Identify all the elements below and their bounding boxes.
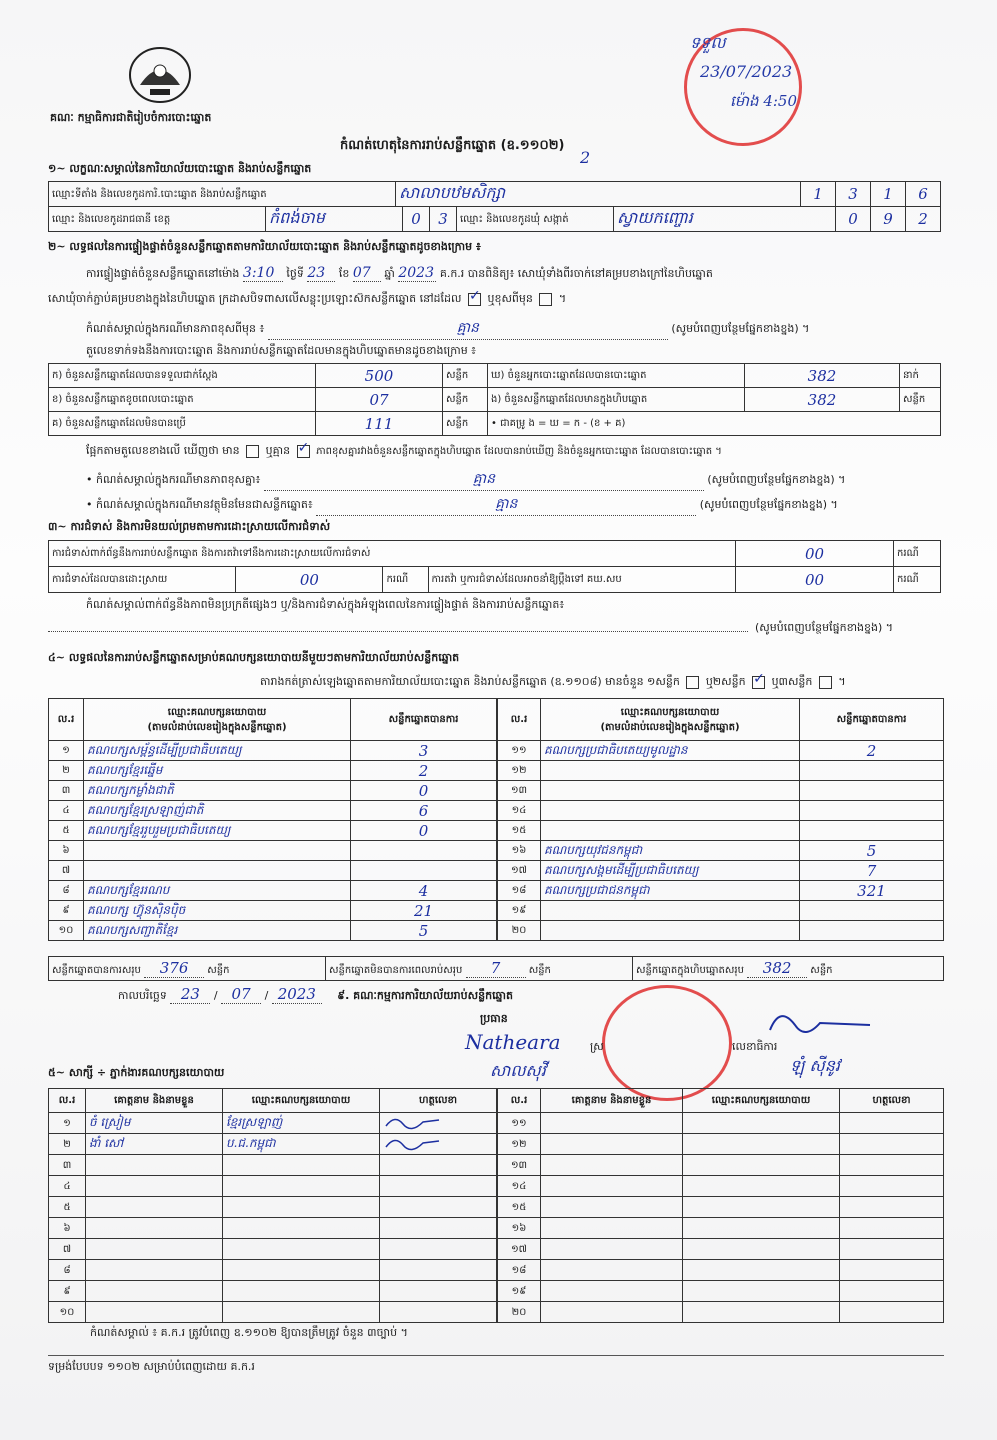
witness-no: ១៤ <box>498 1176 541 1197</box>
changed-checkbox[interactable] <box>539 293 552 306</box>
received-ballots-value: 500 <box>316 364 443 388</box>
secretary-name: ឡុំ ស៊ីនូវ <box>790 1056 841 1075</box>
appeal-value: 00 <box>736 567 894 593</box>
province-digit-1: 0 <box>403 207 430 232</box>
witness-no: ១០ <box>49 1302 86 1323</box>
result-party <box>84 841 351 861</box>
count-row: គ) ចំនួនសន្លឹកឆ្នោតដែលមិនបានប្រើ 111 សន្លឹក • ជាគម្រូ ង = ឃ = ក - (ខ + គ) <box>49 412 941 436</box>
result-votes: 5 <box>800 841 944 861</box>
bullet-difference: • កំណត់សម្គាល់ក្នុងករណីមានភាពខុសគ្នា៖ គ្មាន (សូមបំពេញបន្ថែមផ្នែកខាងខ្នង) ។ <box>86 469 946 491</box>
result-party <box>541 801 800 821</box>
location-digit-2: 3 <box>836 182 871 207</box>
result-no: ១២ <box>498 761 541 781</box>
result-party: គណបក្សសង្គមដើម្បីប្រជាធិបតេយ្យ <box>541 861 800 881</box>
witness-party: ប.ជ.កម្ពុជា <box>223 1134 380 1155</box>
witness-name <box>86 1281 223 1302</box>
witness-row <box>49 1113 497 1134</box>
result-party: គណបក្សខ្មែរស្រឡាញ់ជាតិ <box>84 801 351 821</box>
witness-name <box>541 1281 683 1302</box>
total-box-value: 382 <box>747 959 807 978</box>
result-row-left <box>49 801 497 821</box>
witness-signature <box>840 1281 944 1302</box>
count-row: ក) ចំនួនសន្លឹកឆ្នោតដែលបានទទួលជាក់ស្តែង 500 សន្លឹក ឃ) ចំនួនអ្នកបោះឆ្នោតដែលបានបោះឆ្នោត 382 នាក់ <box>49 364 941 388</box>
result-votes: 2 <box>800 741 944 761</box>
witness-party <box>223 1155 380 1176</box>
result-party <box>541 761 800 781</box>
witness-name: ងាំ សៅ <box>86 1134 223 1155</box>
witness-name <box>541 1134 683 1155</box>
witness-name <box>541 1155 683 1176</box>
complaints-label: ការជំទាស់ពាក់ព័ន្ធនឹងការរាប់សន្លឹកឆ្នោត និងការតវ៉ាទៅនឹងការដោះស្រាយលើការជំទាស់ <box>49 541 736 567</box>
witness-row <box>498 1176 944 1197</box>
unchanged-checkbox[interactable] <box>468 293 481 306</box>
witness-party <box>683 1197 840 1218</box>
committee-seal <box>602 985 732 1101</box>
witness-row <box>498 1260 944 1281</box>
spoiled-ballots-value: 07 <box>316 388 443 412</box>
difference-note: កំណត់សម្គាល់ក្នុងករណីមានភាពខុសពីមុន ៖ គ្មាន (សូមបំពេញបន្ថែមផ្នែកខាងខ្នង) ។ <box>86 318 946 340</box>
result-votes <box>800 761 944 781</box>
resolved-value: 00 <box>236 567 383 593</box>
witness-name <box>541 1302 683 1323</box>
witness-row <box>498 1218 944 1239</box>
witness-name <box>86 1239 223 1260</box>
witness-row <box>498 1239 944 1260</box>
location-label: ឈ្មោះទីតាំង និងលេខកូដការិ.បោះឆ្នោត និងរាប់សន្លឹកឆ្នោត <box>49 182 396 207</box>
result-row-left <box>49 761 497 781</box>
result-no: ៧ <box>49 861 84 881</box>
result-no: ១៥ <box>498 821 541 841</box>
result-row-right <box>498 741 944 761</box>
result-no: ១៣ <box>498 781 541 801</box>
province-label: ឈ្មោះ និងលេខកូដរាជធានី ខេត្ត <box>49 207 266 232</box>
witness-signature <box>840 1113 944 1134</box>
witness-party <box>223 1176 380 1197</box>
result-party: គណបក្សសម្ព័ន្ធដើម្បីប្រជាធិបតេយ្យ <box>84 741 351 761</box>
witness-row <box>49 1260 497 1281</box>
sheets-line: តារាងកត់ត្រាស់ឡេងឆ្នោតតាមការិយាល័យបោះឆ្នោត និងរាប់សន្លឹកឆ្នោត (ឧ.១១០៨) មានចំនួន ១សន្លឹក ឬ២សន្លឹក ✓ ឬ៣សន្លឹក ។ <box>260 675 846 691</box>
witness-no: ១២ <box>498 1134 541 1155</box>
witness-no: ៨ <box>49 1260 86 1281</box>
form-title: កំណត់ហេតុនៃការរាប់សន្លឹកឆ្នោត (ឧ.១១០២) <box>340 138 565 153</box>
org-label: គណៈ កម្មាធិការជាតិរៀបចំការបោះឆ្នោត <box>50 111 212 124</box>
section4-heading: ៤~ លទ្ធផលនៃការរាប់សន្លឹកឆ្នោតសម្រាប់គណបក្សនយោបាយនីមួយៗតាមការិយាល័យរាប់សន្លឹកឆ្នោត <box>48 651 460 664</box>
witness-party <box>223 1239 380 1260</box>
witness-name <box>86 1302 223 1323</box>
commune-value: ស្វាយកញ្ចោរ <box>614 207 836 232</box>
section2-heading: ២~ លទ្ធផលនៃការផ្ទៀងផ្ទាត់ចំនួនសន្លឹកឆ្នោតតាមការិយាល័យបោះឆ្នោត និងរាប់សន្លឹកឆ្នោតដូចខាងក្រោម ៖ <box>48 240 481 253</box>
witness-party <box>683 1302 840 1323</box>
president-label: ប្រធាន <box>480 1012 508 1025</box>
witness-name <box>541 1239 683 1260</box>
witness-row <box>498 1302 944 1323</box>
difference-note-value: គ្មាន <box>268 318 668 340</box>
result-row-left <box>49 921 497 941</box>
witness-no: ១៦ <box>498 1218 541 1239</box>
result-no: ២ <box>49 761 84 781</box>
witness-no: ៤ <box>49 1176 86 1197</box>
witness-signature <box>840 1218 944 1239</box>
result-no: ១៧ <box>498 861 541 881</box>
province-digit-2: 3 <box>430 207 457 232</box>
result-row-right <box>498 841 944 861</box>
result-row-left <box>49 781 497 801</box>
witness-signature <box>380 1218 497 1239</box>
witness-no: ១ <box>49 1113 86 1134</box>
result-no: ១០ <box>49 921 84 941</box>
result-party: គណបក្សយុវជនកម្ពុជា <box>541 841 800 861</box>
witness-party <box>683 1218 840 1239</box>
witness-no: ២០ <box>498 1302 541 1323</box>
witness-row <box>498 1155 944 1176</box>
witness-signature <box>840 1302 944 1323</box>
result-no: ១៨ <box>498 881 541 901</box>
result-votes <box>800 921 944 941</box>
witness-signature <box>380 1134 497 1155</box>
result-row-left <box>49 861 497 881</box>
witness-no: ៦ <box>49 1218 86 1239</box>
result-row-left <box>49 821 497 841</box>
witness-row <box>49 1197 497 1218</box>
witness-row <box>49 1239 497 1260</box>
witness-party <box>223 1197 380 1218</box>
witness-party <box>223 1260 380 1281</box>
result-row-right <box>498 781 944 801</box>
witness-table-right: ល.រ គោត្តនាម និងនាមខ្លួន ឈ្មោះគណបក្សនយោបាយ ហត្ថលេខា ១១ ១២ ១៣ ១៤ ១៥ ១៦ ១៧ ១៨ ១៩ ២០ <box>497 1088 944 1323</box>
witness-row <box>49 1218 497 1239</box>
secretary-label: លេខាធិការ <box>732 1040 778 1053</box>
witness-row <box>498 1134 944 1155</box>
result-row-right <box>498 901 944 921</box>
seal-line: សោឃុំចាក់ភ្ជាប់គម្របខាងក្នុងនៃហិបឆ្នោត ក្រដាសបិទពាសលើសន្លុះប្រឡោះស៊កសន្លឹកឆ្នោត នៅដដែល ✓ ឬខុសពីមុន ។ <box>48 292 566 308</box>
member-label: ស្រ <box>590 1040 604 1053</box>
result-party: គណបក្សកម្លាំងជាតិ <box>84 781 351 801</box>
verification-day: 23 <box>307 265 335 282</box>
verification-line: ការផ្ទៀងផ្ទាត់ចំនួនសន្លឹកឆ្នោតនៅម៉ោង 3:10 ថ្ងៃទី 23 ខែ 07 ឆ្នាំ 2023 គ.ក.រ បានពិនិត្យ៖ សោឃុំទាំងពីរចាក់នៅគម្របខាងក្រៅនៃហិបឆ្នោត <box>86 265 713 281</box>
two-sheets-checkbox[interactable] <box>752 676 765 689</box>
section3-heading: ៣~ ការជំទាស់ និងការមិនយល់ព្រមតាមការដោះស្រាយលើការជំទាស់ <box>48 520 331 533</box>
witness-party <box>683 1176 840 1197</box>
witness-row <box>49 1302 497 1323</box>
no-difference-checkbox[interactable] <box>297 445 310 458</box>
result-row-right <box>498 921 944 941</box>
witness-no: ២ <box>49 1134 86 1155</box>
result-votes: 21 <box>351 901 497 921</box>
match-line: ផ្អែកតាមតួលេខខាងលើ ឃើញថា មាន ឬគ្មាន ✓ ភាពខុសគ្នារវាងចំនួនសន្លឹកឆ្នោតក្នុងហិបឆ្នោត ដែលបានរាប់ឃើញ និងចំនួនអ្នកបោះឆ្នោត ដែលបានបោះឆ្នោត ។ <box>86 444 946 460</box>
witness-name <box>541 1260 683 1281</box>
result-party <box>541 901 800 921</box>
result-votes <box>800 901 944 921</box>
president-signature: Natheara <box>465 1030 561 1054</box>
location-digit-1: 1 <box>801 182 836 207</box>
complaints-table: ការជំទាស់ពាក់ព័ន្ធនឹងការរាប់សន្លឹកឆ្នោត និងការតវ៉ាទៅនឹងការដោះស្រាយលើការជំទាស់ 00 ករណី ការជំទាស់ដែលបានដោះស្រាយ 00 ករណី ការតវ៉ា ឬការជំទាស់ដែលអាចនាំឱ្យប្ដឹងទៅ គឃ.សប 00 ករណី <box>48 540 941 593</box>
result-votes: 0 <box>351 821 497 841</box>
witness-party <box>223 1218 380 1239</box>
result-no: ១១ <box>498 741 541 761</box>
witness-row <box>49 1134 497 1155</box>
witness-party <box>683 1113 840 1134</box>
result-party: គណបក្សខ្មែររួបរួមប្រជាធិបតេយ្យ <box>84 821 351 841</box>
witness-row <box>498 1113 944 1134</box>
location-digit-3: 1 <box>871 182 906 207</box>
witness-row <box>49 1281 497 1302</box>
witness-name <box>541 1218 683 1239</box>
result-votes <box>351 841 497 861</box>
result-votes <box>800 821 944 841</box>
result-party <box>84 861 351 881</box>
section1-extra-mark: 2 <box>580 148 591 167</box>
witness-name <box>86 1260 223 1281</box>
resolved-label: ការជំទាស់ដែលបានដោះស្រាយ <box>49 567 236 593</box>
ballot-count-table <box>48 363 941 436</box>
province-value: កំពង់ចាម <box>266 207 403 232</box>
result-party: គណបក្សប្រជាជនកម្ពុជា <box>541 881 800 901</box>
province-table <box>48 206 941 232</box>
witness-party <box>683 1260 840 1281</box>
president-name: សាលសុវី <box>490 1061 546 1080</box>
result-party: គណបក្សខ្មែរឆ្នើម <box>84 761 351 781</box>
witness-signature <box>380 1113 497 1134</box>
bullet-non-ballot: • កំណត់សម្គាល់ក្នុងករណីមានវត្ថុមិនមែនជាសន្លឹកឆ្នោត៖ គ្មាន (សូមបំពេញបន្ថែមផ្នែកខាងខ្នង) ។ <box>86 494 946 516</box>
secretary-signature <box>760 1005 880 1045</box>
witness-signature <box>840 1176 944 1197</box>
result-party <box>541 921 800 941</box>
witness-party <box>683 1134 840 1155</box>
count-row: ខ) ចំនួនសន្លឹកឆ្នោតខូចពេលបោះឆ្នោត 07 សន្លឹក ង) ចំនួនសន្លឹកឆ្នោតដែលមានក្នុងហិបឆ្នោត 382 សន្លឹក <box>49 388 941 412</box>
witness-no: ១៩ <box>498 1281 541 1302</box>
totals-table: សន្លឹកឆ្នោតបានការសរុប 376 សន្លឹក សន្លឹកឆ្នោតមិនបានការពេលរាប់សរុប 7 សន្លឹក សន្លឹកឆ្នោតក្នុងហិបឆ្នោតសរុប 382 សន្លឹក <box>48 956 944 981</box>
box-ballots-value: 382 <box>745 388 900 412</box>
result-party: គណបក្សខ្មែររណប <box>84 881 351 901</box>
witness-signature <box>840 1239 944 1260</box>
witness-party <box>683 1155 840 1176</box>
witness-no: ៧ <box>49 1239 86 1260</box>
location-value: សាលាបឋមសិក្សា <box>396 182 801 207</box>
witness-no: ១៧ <box>498 1239 541 1260</box>
witness-no: ១៣ <box>498 1155 541 1176</box>
section1-heading: ១~ លក្ខណៈសម្គាល់នៃការិយាល័យបោះឆ្នោត និងរាប់សន្លឹកឆ្នោត <box>48 162 312 175</box>
witness-name <box>86 1155 223 1176</box>
result-no: ៦ <box>49 841 84 861</box>
result-no: ១៩ <box>498 901 541 921</box>
witness-signature <box>840 1197 944 1218</box>
witness-signature <box>840 1155 944 1176</box>
result-row-left <box>49 841 497 861</box>
footer-text: ទម្រង់បែបបទ ១១០២ សម្រាប់បំពេញដោយ គ.ក.រ <box>48 1360 255 1373</box>
witness-signature <box>380 1176 497 1197</box>
witness-no: ៩ <box>49 1281 86 1302</box>
result-votes <box>800 801 944 821</box>
results-table-left: ល.រ ឈ្មោះគណបក្សនយោបាយ (តាមលំដាប់លេខរៀងក្នុងសន្លឹកឆ្នោត) សន្លឹកឆ្នោតបានការ ១ គណបក្សសម្ព័ន្ធដើម្បីប្រជាធិបតេយ្យ 3 ២ គណបក្សខ្មែរឆ្នើម 2 ៣ គណបក្សកម្លាំងជាតិ 0 ៤ គណបក្សខ្មែរស្រឡាញ់ជាតិ 6 ៥ គណបក្សខ្មែររួបរួមប្រជាធិបតេយ្យ 0 ៦ ៧ ៨ គណបក្សខ្មែររណប 4 ៩ គណបក្ស ហ៊្វុនស៊ិនប៉ិច 21 ១០ គណបក្សសញ្ជាតិខ្មែរ 5 <box>48 698 497 941</box>
witness-signature <box>380 1155 497 1176</box>
result-no: ២០ <box>498 921 541 941</box>
witness-signature <box>380 1239 497 1260</box>
location-table <box>48 181 941 207</box>
three-sheets-checkbox[interactable] <box>819 676 832 689</box>
witness-no: ១៥ <box>498 1197 541 1218</box>
result-no: ១ <box>49 741 84 761</box>
witness-name <box>86 1218 223 1239</box>
result-votes: 5 <box>351 921 497 941</box>
witness-signature <box>380 1281 497 1302</box>
result-no: ៣ <box>49 781 84 801</box>
result-votes <box>351 861 497 881</box>
result-votes <box>800 781 944 801</box>
commune-digit-1: 0 <box>836 207 871 232</box>
result-row-right <box>498 801 944 821</box>
result-party: គណបក្សសញ្ជាតិខ្មែរ <box>84 921 351 941</box>
result-votes: 2 <box>351 761 497 781</box>
witness-row <box>49 1155 497 1176</box>
witness-party <box>683 1281 840 1302</box>
witness-row <box>49 1176 497 1197</box>
irregularity-note: កំណត់សម្គាល់ពាក់ព័ន្ធនឹងភាពមិនប្រក្រតីផ្សេងៗ ឬ/និងការជំទាស់ក្នុងអំឡុងពេលនៃការផ្ទៀងផ្ទាត់ និងការរាប់សន្លឹកឆ្នោត៖ <box>86 598 565 611</box>
appeal-label: ការតវ៉ា ឬការជំទាស់ដែលអាចនាំឱ្យប្ដឹងទៅ គឃ.សប <box>428 567 735 593</box>
result-no: ៤ <box>49 801 84 821</box>
irregularity-suffix: (សូមបំពេញបន្ថែមផ្នែកខាងខ្នង) ។ <box>755 621 894 634</box>
footnote: កំណត់សម្គាល់ ៖ គ.ក.រ ត្រូវបំពេញ ឧ.១១០២ ឱ្យបានត្រឹមត្រូវ ចំនួន ៣ច្បាប់ ។ <box>90 1326 408 1339</box>
witness-no: ១៨ <box>498 1260 541 1281</box>
section5-heading: ៥~ សាក្សី ÷ ភ្នាក់ងារគណបក្សនយោបាយ <box>48 1066 225 1079</box>
result-votes: 321 <box>800 881 944 901</box>
result-no: ៨ <box>49 881 84 901</box>
one-sheet-checkbox[interactable] <box>686 676 699 689</box>
result-votes: 0 <box>351 781 497 801</box>
stamp-time: ម៉ោង 4:50 <box>730 92 798 110</box>
witness-signature <box>840 1134 944 1155</box>
commune-label: ឈ្មោះ និងលេខកូដឃុំ សង្កាត់ <box>457 207 614 232</box>
result-no: ១៤ <box>498 801 541 821</box>
witness-no: ១១ <box>498 1113 541 1134</box>
result-votes: 3 <box>351 741 497 761</box>
verification-year: 2023 <box>398 265 436 282</box>
result-row-right <box>498 761 944 781</box>
result-row-right <box>498 861 944 881</box>
results-table-right: ល.រ ឈ្មោះគណបក្សនយោបាយ (តាមលំដាប់លេខរៀងក្នុងសន្លឹកឆ្នោត) សន្លឹកឆ្នោតបានការ ១១ គណបក្សប្រជាធិបតេយ្យមូលដ្ឋាន 2 ១២ ១៣ ១៤ ១៥ ១៦ គណបក្សយុវជនកម្ពុជា 5 ១៧ គណបក្សសង្គមដើម្បីប្រជាធិបតេយ្យ 7 ១៨ គណបក្សប្រជាជនកម្ពុជា 321 ១៩ ២០ <box>497 698 944 941</box>
total-invalid-value: 7 <box>466 959 526 978</box>
result-party: គណបក្ស ហ៊្វុនស៊ិនប៉ិច <box>84 901 351 921</box>
witness-name <box>86 1197 223 1218</box>
result-party: គណបក្សប្រជាធិបតេយ្យមូលដ្ឋាន <box>541 741 800 761</box>
witness-name <box>86 1176 223 1197</box>
commune-digit-2: 9 <box>871 207 906 232</box>
result-no: ១៦ <box>498 841 541 861</box>
formula: • ជាគម្រូ ង = ឃ = ក - (ខ + គ) <box>488 412 941 436</box>
witness-name <box>541 1176 683 1197</box>
witness-party <box>223 1302 380 1323</box>
commune-digit-3: 2 <box>906 207 941 232</box>
complaints-value: 00 <box>736 541 894 567</box>
stamp-date: 23/07/2023 <box>700 62 793 81</box>
numbers-intro: តួលេខទាក់ទងនឹងការបោះឆ្នោត និងការរាប់សន្លឹកឆ្នោតដែលមានក្នុងហិបឆ្នោតមានដូចខាងក្រោម ៖ <box>86 344 477 357</box>
witness-name <box>541 1113 683 1134</box>
result-row-left <box>49 901 497 921</box>
result-row-right <box>498 881 944 901</box>
witness-no: ៥ <box>49 1197 86 1218</box>
witness-signature <box>380 1302 497 1323</box>
witness-no: ៣ <box>49 1155 86 1176</box>
has-difference-checkbox[interactable] <box>246 445 259 458</box>
witness-table-left: ល.រ គោត្តនាម និងនាមខ្លួន ឈ្មោះគណបក្សនយោបាយ ហត្ថលេខា ១ ចំ ស្រៀម ខ្មែរស្រឡាញ់ ២ ងាំ សៅ ប.ជ.កម្ពុជា ៣ ៤ ៥ ៦ ៧ ៨ ៩ ១០ <box>48 1088 497 1323</box>
witness-party: ខ្មែរស្រឡាញ់ <box>223 1113 380 1134</box>
witness-signature <box>380 1197 497 1218</box>
result-votes: 4 <box>351 881 497 901</box>
witness-name <box>541 1197 683 1218</box>
total-valid-value: 376 <box>144 959 204 978</box>
stamp-received-text: ទទួល <box>690 33 726 52</box>
result-party <box>541 821 800 841</box>
witness-row <box>498 1281 944 1302</box>
emblem-logo <box>126 45 194 105</box>
witness-signature <box>380 1260 497 1281</box>
witness-row <box>498 1197 944 1218</box>
unused-ballots-value: 111 <box>316 412 443 436</box>
location-digit-4: 6 <box>906 182 941 207</box>
result-row-left <box>49 741 497 761</box>
verification-time: 3:10 <box>243 265 283 282</box>
verification-month: 07 <box>353 265 381 282</box>
witness-name: ចំ ស្រៀម <box>86 1113 223 1134</box>
result-row-right <box>498 821 944 841</box>
witness-party <box>223 1281 380 1302</box>
witness-signature <box>840 1260 944 1281</box>
result-row-left <box>49 881 497 901</box>
result-votes: 7 <box>800 861 944 881</box>
result-party <box>541 781 800 801</box>
result-no: ៩ <box>49 901 84 921</box>
witness-party <box>683 1239 840 1260</box>
result-votes: 6 <box>351 801 497 821</box>
result-no: ៥ <box>49 821 84 841</box>
signing-date: កាលបរិច្ឆេទ 23 / 07 / 2023 ៩. គណៈកម្មការការិយាល័យរាប់សន្លឹកឆ្នោត <box>118 985 514 1003</box>
voters-value: 382 <box>745 364 900 388</box>
